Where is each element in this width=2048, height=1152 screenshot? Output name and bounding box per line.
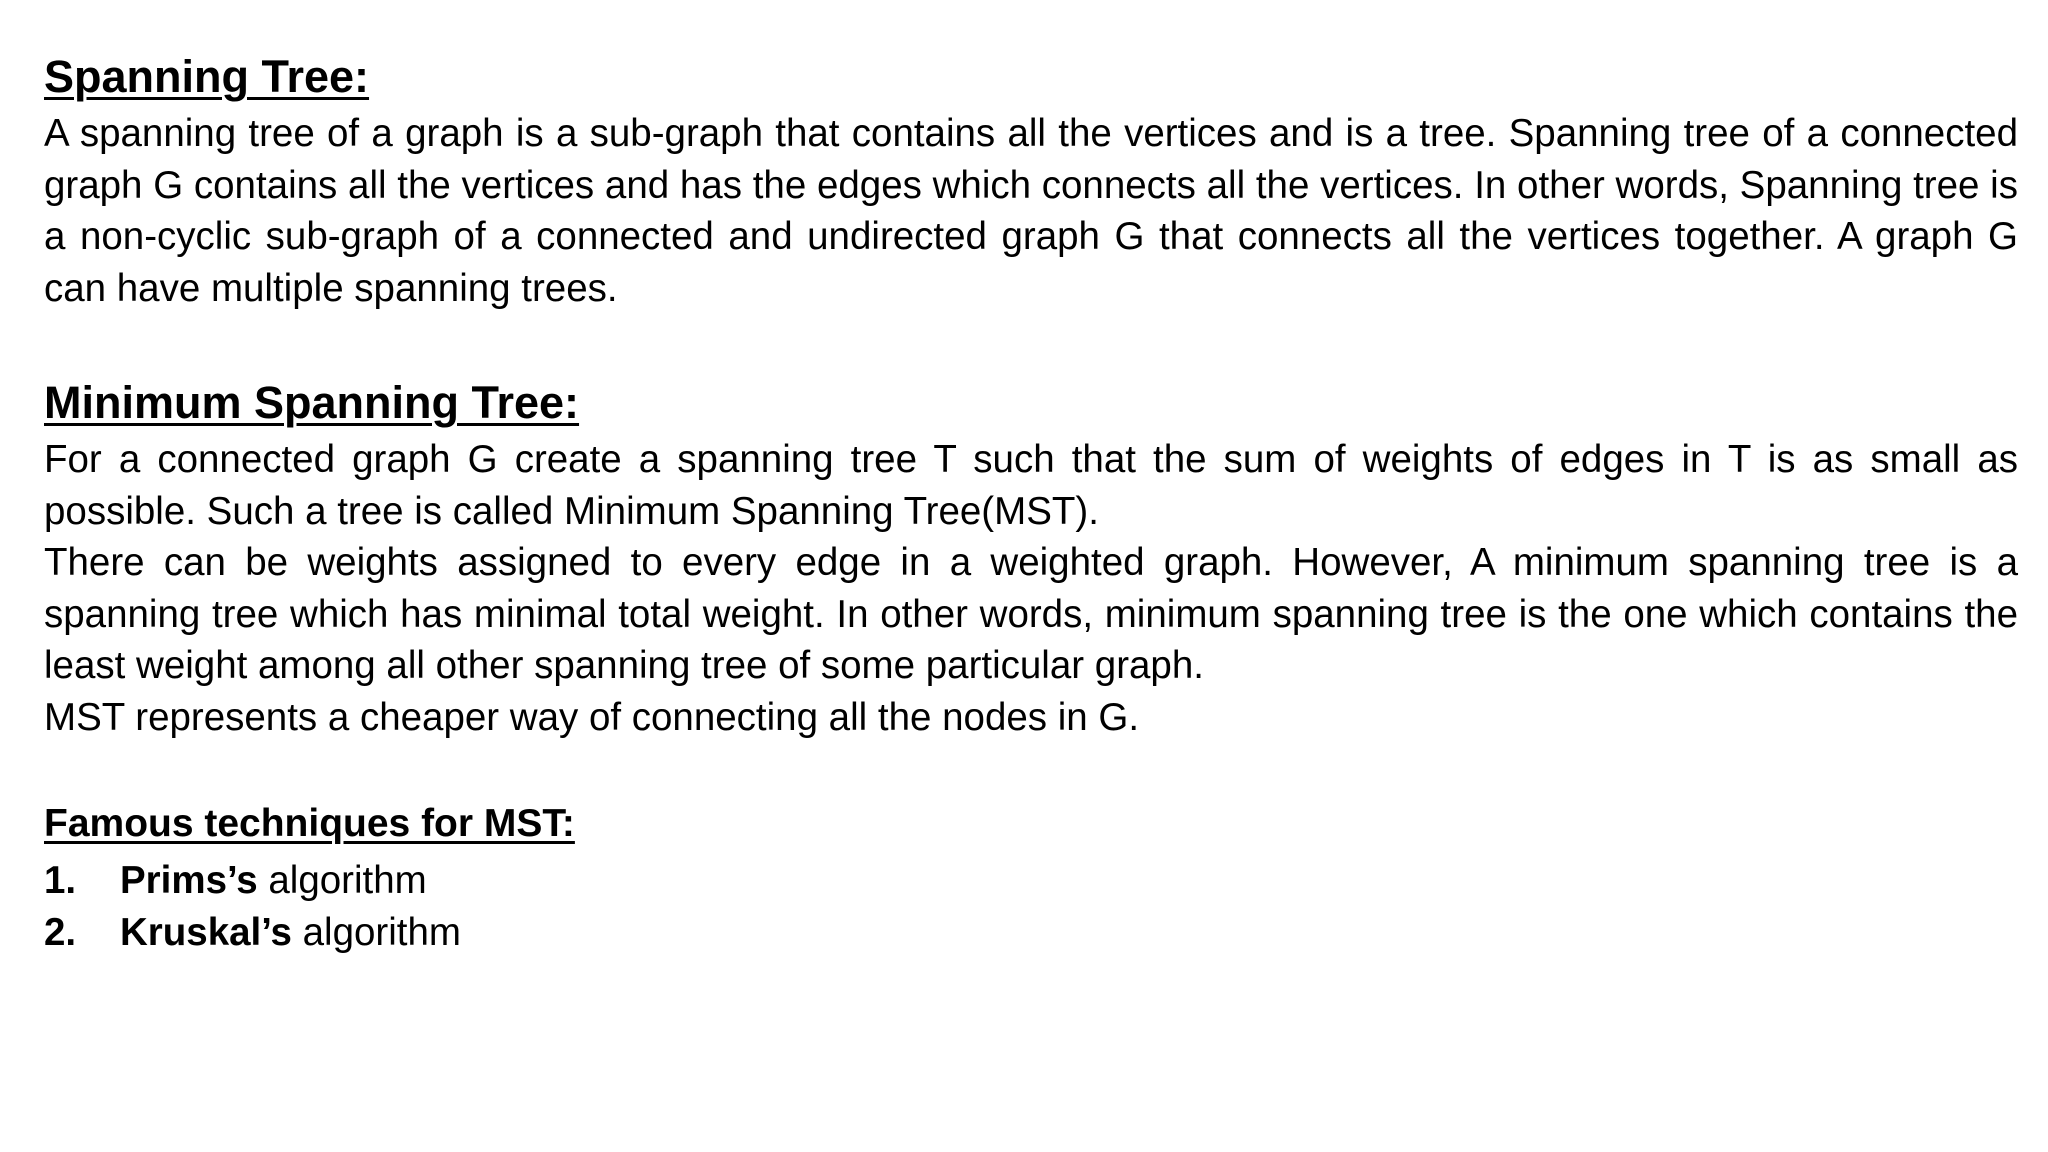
mst-paragraph-2: There can be weights assigned to every edge in a weighted graph. However, A minimum spanning tree is a spanning tree which has minimal total weight. In other words, minimum spanning tree is the one which contains the least weight among all other spanning tree of some particular graph. <box>44 541 2018 687</box>
mst-paragraph-3: MST represents a cheaper way of connecting all the nodes in G. <box>44 695 1140 739</box>
list-item-number: 1. <box>44 859 77 902</box>
techniques-heading: Famous techniques for MST: <box>44 802 575 845</box>
spanning-tree-heading: Spanning Tree: <box>44 51 370 102</box>
list-item-name: Kruskal’s <box>120 910 292 954</box>
spanning-tree-paragraph: A spanning tree of a graph is a sub-graph that contains all the vertices and is a tree. Spanning tree of a connected graph G contains all the vertices and has the edges which connects all the vertices. In other words, Spanning tree is a non-cyclic sub-graph of a connected and undirected graph G that connects all the vertices together. A graph G can have multiple spanning trees. <box>44 112 2018 310</box>
mst-heading: Minimum Spanning Tree: <box>44 377 580 428</box>
list-item <box>44 855 2018 907</box>
list-item-number: 2. <box>44 910 77 954</box>
list-item-name: Prims’s <box>120 859 258 902</box>
mst-paragraph-1: For a connected graph G create a spanning tree T such that the sum of weights of edges in T is as small as possible. Such a tree is called Minimum Spanning Tree(MST). <box>44 438 2018 533</box>
section-spacer <box>44 743 2018 793</box>
techniques-list <box>44 855 2018 958</box>
slide-content <box>44 46 2018 958</box>
list-item-suffix: algorithm <box>257 859 427 902</box>
list-item-suffix: algorithm <box>291 910 461 954</box>
list-item <box>44 907 2018 959</box>
section-spacer <box>44 314 2018 372</box>
